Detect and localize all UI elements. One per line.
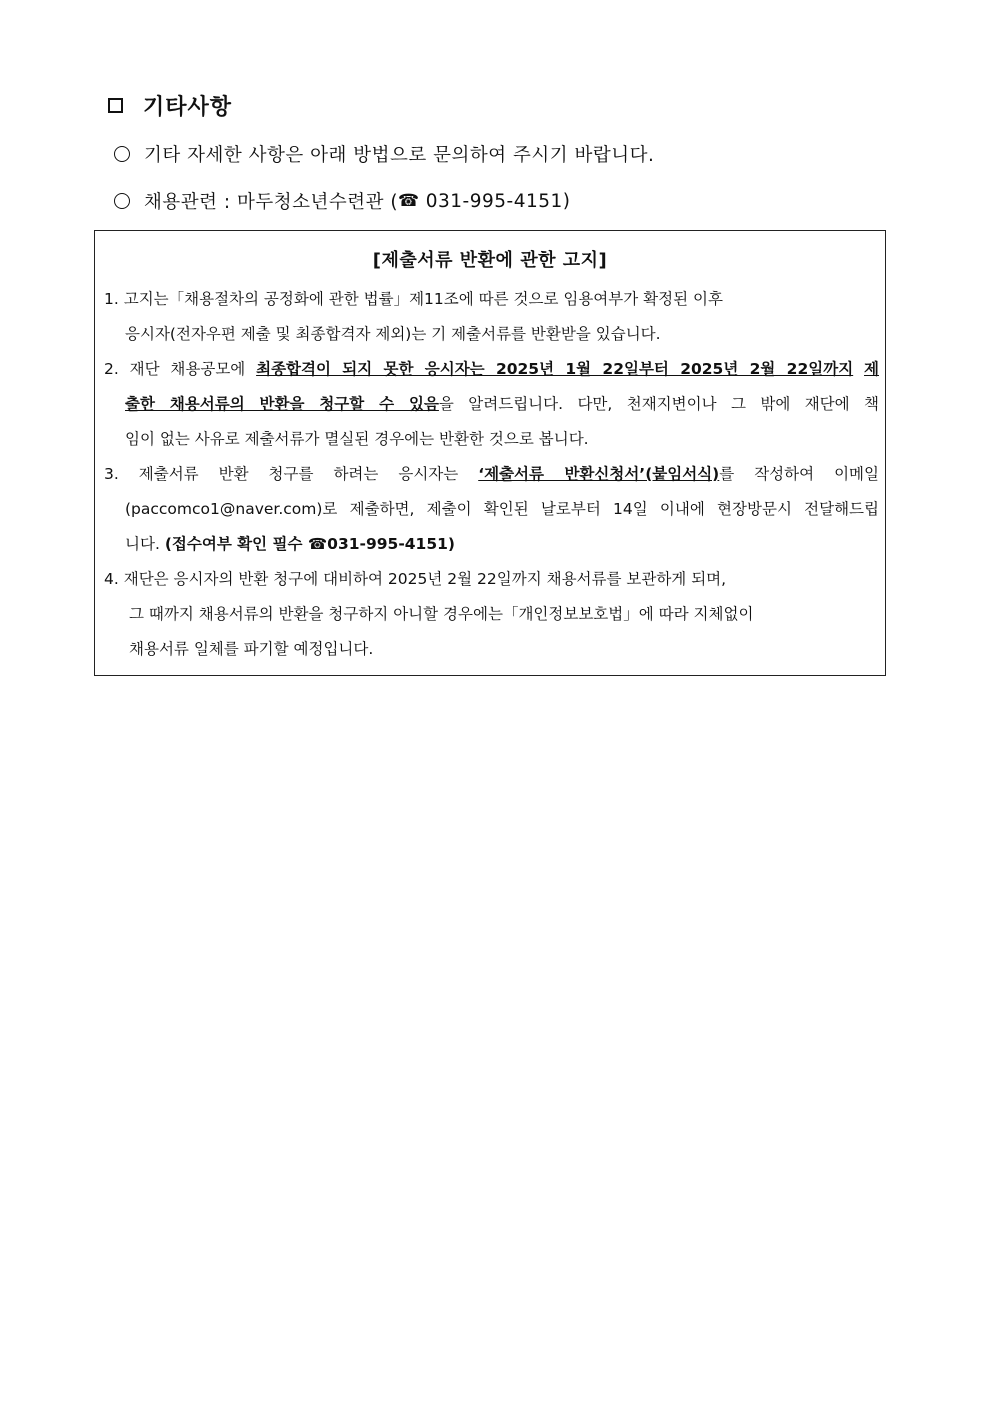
notice-item-3-line-1 xyxy=(104,457,879,492)
item-3-text: 를 작성하여 이메일 xyxy=(719,465,880,483)
contact-prefix: 채용관련 : 마두청소년수련관 ( xyxy=(144,192,399,213)
notice-item-1-line-1: 1. 고지는「채용절차의 공정화에 관한 법률」제11조에 따른 것으로 임용여부가 확정된 이후 xyxy=(104,290,723,308)
notice-item-2-line-1 xyxy=(104,352,879,387)
item-2-text: 을 알려드립니다. 다만, 천재지변이나 그 밖에 재단에 책 xyxy=(438,395,879,413)
item-2-emphasis-cont: 출한 채용서류의 반환을 청구할 수 있음 xyxy=(125,395,439,413)
item-2-emphasis: 최종합격이 되지 못한 응시자는 2025년 1월 22일부터 2025년 2월 22일까지 xyxy=(256,360,854,378)
notice-item-3-line-2: (paccomco1@naver.com)로 제출하면, 제출이 확인된 날로부터 14일 이내에 현장방문시 전달해드립 xyxy=(125,500,879,518)
square-bullet-icon xyxy=(108,98,123,113)
contact-phone: 031-995-4151) xyxy=(425,190,571,212)
notice-item-1-line-2: 응시자(전자우편 제출 및 최종합격자 제외)는 기 제출서류를 반환받을 있습니다. xyxy=(125,325,661,343)
circle-bullet-icon xyxy=(114,193,130,209)
item-3-contact: (접수여부 확인 필수 ☎031-995-4151) xyxy=(164,535,455,553)
notice-item-2-line-3: 임이 없는 사유로 제출서류가 멸실된 경우에는 반환한 것으로 봅니다. xyxy=(125,430,589,448)
notice-item-4-line-1: 4. 재단은 응시자의 반환 청구에 대비하여 2025년 2월 22일까지 채용서류를 보관하게 되며, xyxy=(104,570,727,588)
item-3-prefix: 3. 제출서류 반환 청구를 하려는 응시자는 xyxy=(104,465,479,483)
info-text-1: 기타 자세한 사항은 아래 방법으로 문의하여 주시기 바랍니다. xyxy=(144,145,655,166)
notice-item-3-line-3 xyxy=(125,527,879,562)
item-2-prefix: 2. 재단 채용공모에 xyxy=(104,360,257,378)
info-line-2 xyxy=(114,188,571,214)
notice-box xyxy=(94,230,886,676)
item-2-emphasis-tail: 제 xyxy=(864,360,879,378)
info-line-1 xyxy=(114,141,654,167)
notice-item-4-line-2: 그 때까지 채용서류의 반환을 청구하지 아니할 경우에는「개인정보보호법」에 따라 지체없이 xyxy=(129,605,754,623)
section-title: 기타사항 xyxy=(143,95,233,120)
phone-icon: ☎ xyxy=(398,191,420,211)
notice-item-4-line-3: 채용서류 일체를 파기할 예정입니다. xyxy=(129,640,374,658)
section-heading xyxy=(108,90,232,121)
circle-bullet-icon xyxy=(114,146,130,162)
item-3-end: 니다. xyxy=(125,535,165,553)
notice-item-2-line-2 xyxy=(125,387,879,422)
notice-title: [제출서류 반환에 관한 고지] xyxy=(372,250,608,271)
item-3-form-name: ‘제출서류 반환신청서’(붙임서식) xyxy=(478,465,720,483)
